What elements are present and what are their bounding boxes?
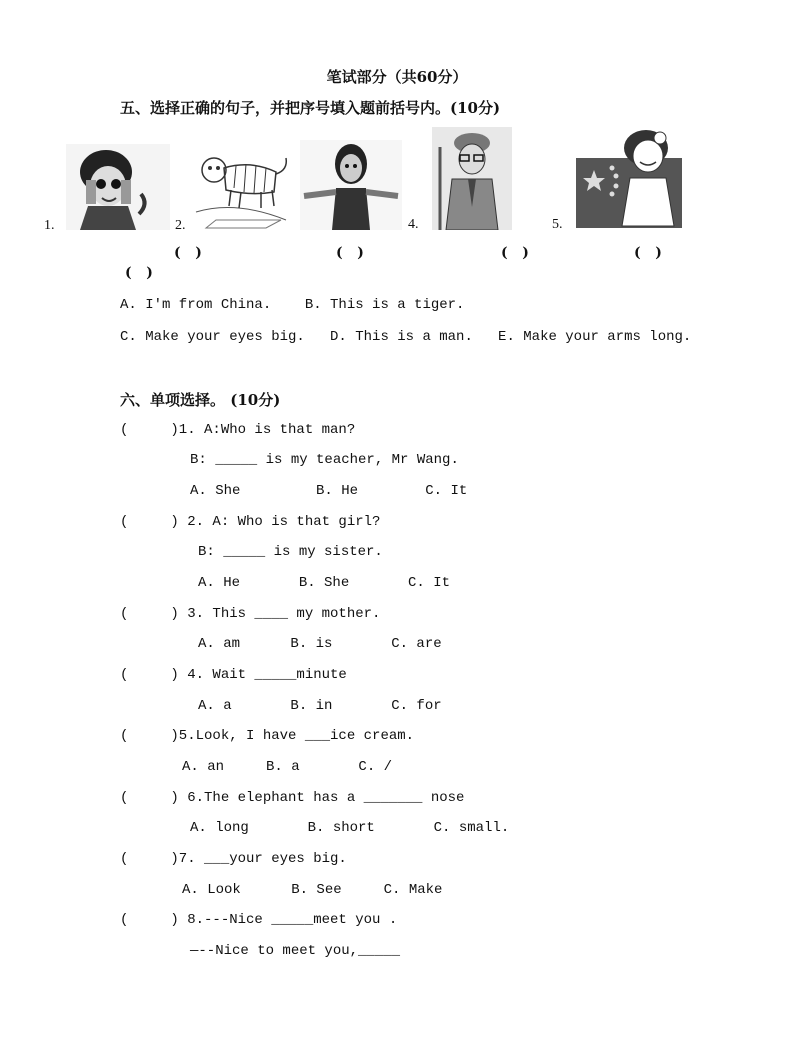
girl-eyes-icon: [66, 144, 170, 230]
question-line2: B: _____ is my teacher, Mr Wang.: [190, 452, 459, 468]
answer-blank[interactable]: ( ): [125, 265, 153, 281]
question-line2: —--Nice to meet you,_____: [190, 943, 401, 959]
picture-number-4: 4.: [408, 217, 419, 232]
question-stem: ( )1. A:Who is that man?: [120, 422, 356, 438]
tiger-icon: [186, 150, 292, 232]
question-options: A. Look B. See C. Make: [182, 882, 443, 898]
picture-number-1: 1.: [44, 218, 55, 233]
question-stem: ( ) 2. A: Who is that girl?: [120, 514, 381, 530]
answer-blank[interactable]: ( ): [336, 245, 364, 261]
question-stem: ( ) 8.---Nice _____meet you .: [120, 912, 398, 928]
section6-heading: 六、单项选择。 (10分): [120, 391, 281, 409]
section5-options-line1: A. I'm from China. B. This is a tiger.: [120, 297, 465, 313]
question-line2: B: _____ is my sister.: [198, 544, 383, 560]
question-stem: ( ) 3. This ____ my mother.: [120, 606, 381, 622]
question-stem: ( )5.Look, I have ___ice cream.: [120, 728, 415, 744]
answer-blank[interactable]: ( ): [634, 245, 662, 261]
section5-options-line2: C. Make your eyes big. D. This is a man. E. Make your arms long.: [120, 329, 692, 345]
question-stem: ( ) 6.The elephant has a _______ nose: [120, 790, 465, 806]
picture-number-2: 2.: [175, 218, 186, 233]
picture-number-5: 5.: [552, 217, 563, 232]
page-title: 笔试部分（共60分）: [326, 68, 468, 86]
section5-heading: 五、选择正确的句子，并把序号填入题前括号内。(10分): [120, 99, 501, 117]
answer-blank[interactable]: ( ): [501, 245, 529, 261]
man-icon: [432, 127, 512, 230]
question-options: A. an B. a C. /: [182, 759, 393, 775]
girl-arms-icon: [300, 140, 402, 230]
question-options: A. am B. is C. are: [198, 636, 442, 652]
question-options: A. He B. She C. It: [198, 575, 451, 591]
question-stem: ( )7. ___your eyes big.: [120, 851, 347, 867]
question-options: A. a B. in C. for: [198, 698, 442, 714]
answer-blank[interactable]: ( ): [174, 245, 202, 261]
question-options: A. She B. He C. It: [190, 483, 468, 499]
question-stem: ( ) 4. Wait _____minute: [120, 667, 347, 683]
girl-china-flag-icon: [576, 126, 682, 230]
question-options: A. long B. short C. small.: [190, 820, 510, 836]
